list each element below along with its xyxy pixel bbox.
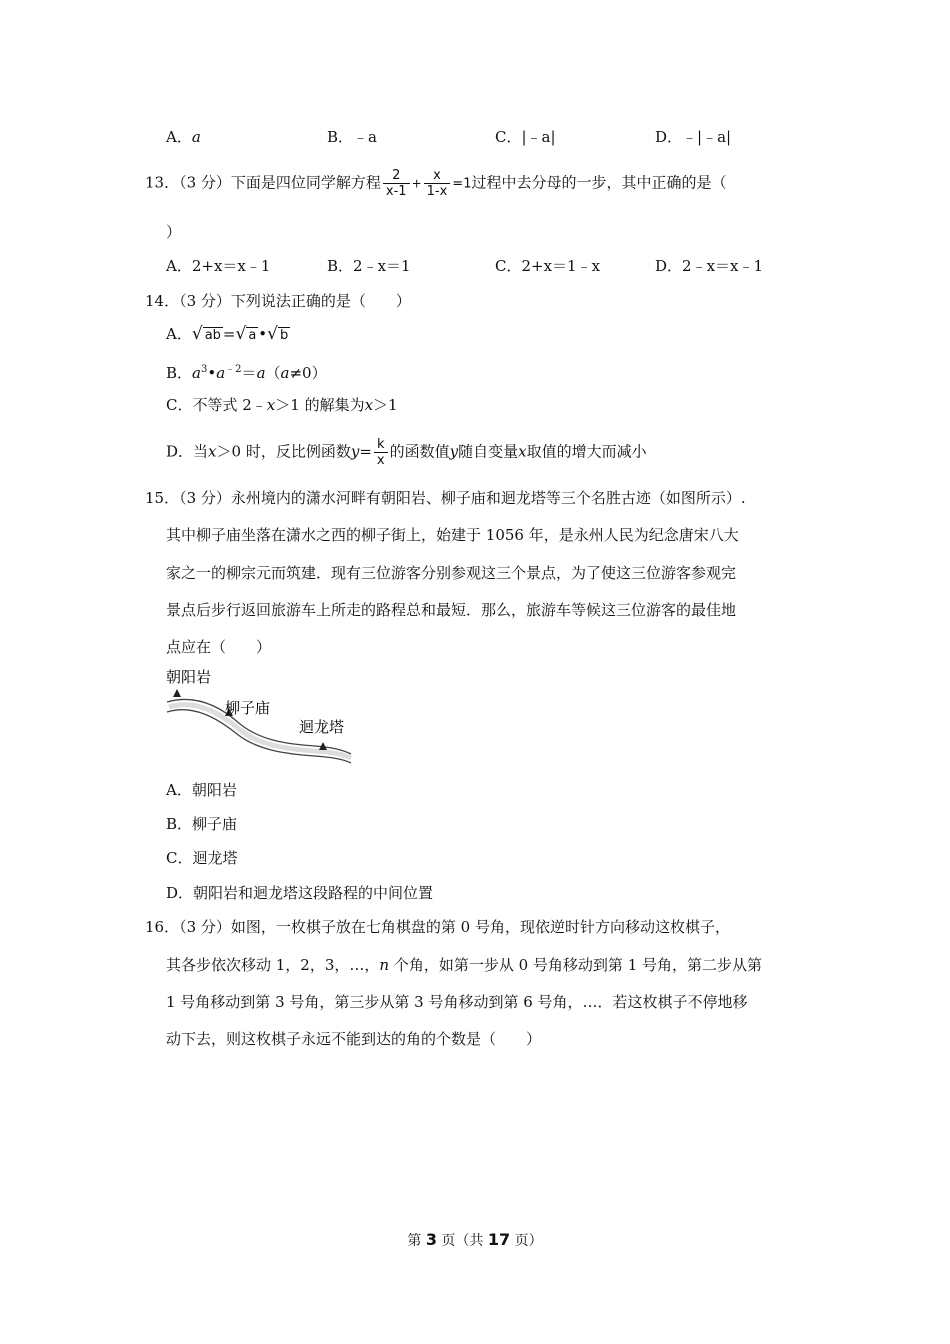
q12-option-d: D．﹣|﹣a|: [655, 128, 732, 146]
river-map-figure: [165, 666, 355, 770]
q15-option-d: D．朝阳岩和迴龙塔这段路程的中间位置: [166, 884, 434, 902]
q15-points: （3 分）: [179, 489, 231, 507]
map-label-liuzimiao: 柳子庙: [225, 699, 271, 717]
q13-fraction-1: $\frac{2}{x-1}$: [383, 168, 410, 199]
q13-points: （3 分）: [179, 173, 231, 192]
page-footer: 第 3 页（共 17 页）: [407, 1230, 543, 1249]
q15-option-b: B．柳子庙: [166, 815, 238, 833]
q16-stem-line-4: 动下去，则这枚棋子永远不能到达的角的个数是（ ）: [166, 1030, 542, 1048]
q15-stem-line-4: 景点后步行返回旅游车上所走的路程总和最短．那么，旅游车等候这三位游客的最佳地: [166, 601, 737, 619]
q14-option-b: B．$a^3•a^{﹣2}=a(a\ne 0)$: [166, 364, 327, 382]
q12-option-c: C．|﹣a|: [495, 128, 556, 146]
q15-stem-line-3: 家之一的柳宗元而筑建．现有三位游客分别参观这三个景点，为了使这三位游客参观完: [166, 564, 737, 582]
q14-number: 14．: [145, 292, 180, 310]
q13-number: 13．: [145, 173, 180, 192]
q12-option-a: A．a: [166, 128, 201, 146]
q14-fraction-k-over-x: $\frac{k}{x}$: [374, 437, 388, 468]
q14-option-d: D．当x＞0 时，反比例函数y= $\frac{k}{x}$ 的函数值y随自变量x取值的增大而减小: [166, 437, 647, 468]
q14-option-c: C．不等式 2﹣x＞1 的解集为x＞1: [166, 396, 398, 414]
total-page-count: 17: [487, 1230, 511, 1249]
q13-option-c: C．2+x＝1﹣x: [495, 257, 601, 275]
q14-option-a: A．√ ab =√ a •√ b: [166, 324, 289, 344]
landmark-marker-chaoyangyan: [173, 689, 181, 697]
map-label-huilongta: 迴龙塔: [299, 718, 345, 736]
q16-stem-line-2: 其各步依次移动 1，2，3，…，n 个角，如第一步从 0 号角移动到第 1 号角，第二步从第: [166, 956, 763, 974]
q13-fraction-2: $\frac{x}{1-x}$: [424, 168, 451, 199]
map-label-chaoyangyan: 朝阳岩: [166, 668, 212, 686]
q14-stem: 14．（3 分）下列说法正确的是（ ）: [145, 292, 411, 310]
q15-option-c: C．迴龙塔: [166, 849, 238, 867]
q13-option-d: D．2﹣x＝x﹣1: [655, 257, 764, 275]
river-map-svg: [165, 666, 355, 766]
q13-option-b: B．2﹣x＝1: [327, 257, 411, 275]
q13-close-paren: ）: [166, 223, 182, 241]
q14-points: （3 分）: [179, 292, 231, 310]
q15-stem-line-5: 点应在（ ）: [166, 638, 272, 656]
q15-stem-line-2: 其中柳子庙坐落在潇水之西的柳子街上，始建于 1056 年，是永州人民为纪念唐宋八大: [166, 526, 739, 544]
q12-option-b: B．﹣a: [327, 128, 377, 146]
q16-number: 16．: [145, 918, 180, 936]
q16-stem-line-1: 16．（3 分）如图，一枚棋子放在七角棋盘的第 0 号角，现依逆时针方向移动这枚棋子，: [145, 918, 730, 936]
q13-stem: 13．（3 分）下面是四位同学解方程 $\frac{2}{x-1}$ + $\frac{x}{1-x}$ =1过程中去分母的一步，其中正确的是（: [145, 168, 727, 199]
q16-stem-line-3: 1 号角移动到第 3 号角，第三步从第 3 号角移动到第 6 号角，…．若这枚棋子不停地移: [166, 993, 748, 1011]
q15-stem-line-1: 15．（3 分）永州境内的潇水河畔有朝阳岩、柳子庙和迴龙塔等三个名胜古迹（如图所示）.: [145, 489, 746, 507]
q16-points: （3 分）: [179, 918, 231, 936]
q15-number: 15．: [145, 489, 180, 507]
q13-option-a: A．2+x＝x﹣1: [166, 257, 271, 275]
q15-option-a: A．朝阳岩: [166, 781, 237, 799]
current-page-number: 3: [425, 1230, 437, 1249]
